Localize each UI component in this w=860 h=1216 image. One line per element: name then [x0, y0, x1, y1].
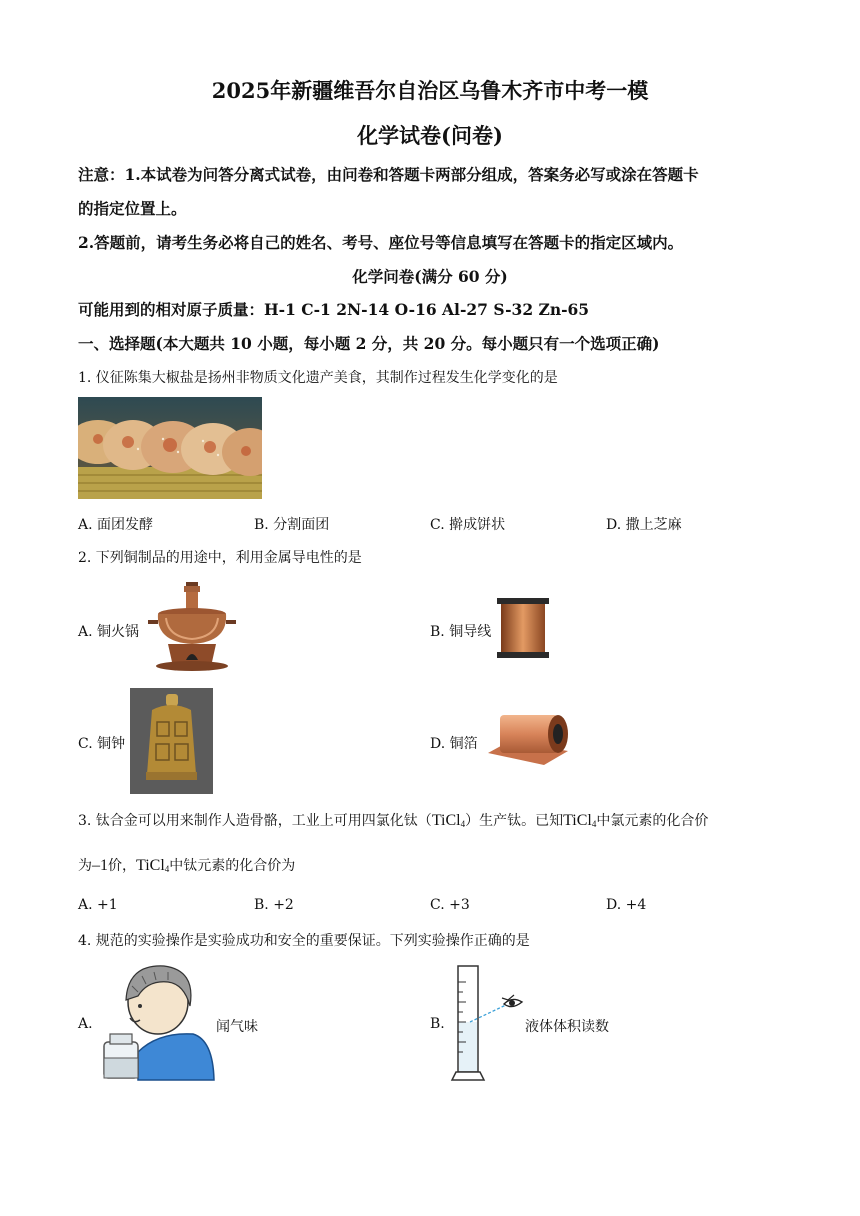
q4-stem: 4. 规范的实验操作是实验成功和安全的重要保证。下列实验操作正确的是	[78, 933, 530, 949]
copper-hotpot-image	[146, 582, 238, 674]
q3-formula-3: TiCl$_4$	[136, 857, 170, 874]
q3-stem-line-1	[78, 810, 708, 830]
q3-text-2: ）生产钛。已知	[465, 813, 564, 829]
copper-bell-image	[130, 688, 213, 794]
q4-option-a-text: 闻气味	[216, 1019, 258, 1035]
q3-stem-line-2	[78, 855, 295, 875]
q2-option-d[interactable]: D. 铜箔	[430, 736, 478, 752]
smelling-gas-illustration	[98, 962, 216, 1082]
copper-foil-roll-image	[484, 709, 572, 773]
q1-stem: 1. 仪征陈集大椒盐是扬州非物质文化遗产美食，其制作过程发生化学变化的是	[78, 370, 558, 386]
flatbread-photo	[78, 397, 262, 499]
q3-text-4: 为	[78, 858, 92, 874]
q2-option-c[interactable]: C. 铜钟	[78, 736, 126, 752]
q3-text-1: 3. 钛合金可以用来制作人造骨骼，工业上可用四氯化钛（	[78, 813, 432, 829]
q4-option-b-text: 液体体积读数	[525, 1019, 609, 1035]
section-heading: 一、选择题(本大题共 10 小题，每小题 2 分，共 20 分。每小题只有一个选项正确)	[78, 334, 660, 353]
q3-option-d[interactable]: D. +4	[606, 897, 647, 913]
graduated-cylinder-illustration	[448, 962, 528, 1082]
score-heading: 化学问卷(满分 60 分)	[352, 267, 508, 286]
q1-option-b[interactable]: B. 分割面团	[254, 517, 330, 533]
q4-option-b-letter[interactable]: B.	[430, 1016, 445, 1032]
notice-line-1: 注意：1.本试卷为问答分离式试卷，由问卷和答题卡两部分组成，答案务必写或涂在答题卡	[78, 165, 699, 184]
notice-line-3: 2.答题前，请考生务必将自己的姓名、考号、座位号等信息填写在答题卡的指定区域内。	[78, 233, 684, 252]
q2-option-b[interactable]: B. 铜导线	[430, 624, 492, 640]
q3-text-3: 中氯元素的化合价	[596, 813, 709, 829]
q3-text-6: 中钛元素的化合价为	[169, 858, 296, 874]
exam-title: 2025年新疆维吾尔自治区乌鲁木齐市中考一模	[211, 78, 649, 103]
q3-option-b[interactable]: B. +2	[254, 897, 294, 913]
q1-option-c[interactable]: C. 擀成饼状	[430, 517, 506, 533]
q1-option-a[interactable]: A. 面团发酵	[78, 517, 154, 533]
q3-formula-1: TiCl$_4$	[431, 812, 466, 829]
exam-subtitle: 化学试卷(问卷)	[357, 123, 503, 148]
q3-option-a[interactable]: A. +1	[78, 897, 118, 913]
q3-formula-2: TiCl$_4$	[563, 812, 597, 829]
q3-text-5: 价，	[108, 858, 136, 874]
q3-minus-one: –1	[92, 857, 108, 874]
q3-option-c[interactable]: C. +3	[430, 897, 470, 913]
notice-line-2: 的指定位置上。	[78, 199, 187, 218]
copper-wire-spool-image	[496, 596, 550, 660]
q4-option-a-letter[interactable]: A.	[78, 1016, 93, 1032]
q2-option-a[interactable]: A. 铜火锅	[78, 624, 140, 640]
q1-option-d[interactable]: D. 撒上芝麻	[606, 517, 682, 533]
atomic-mass-line: 可能用到的相对原子质量：H-1 C-1 2N-14 O-16 Al-27 S-32 Zn-65	[78, 300, 590, 319]
q2-stem: 2. 下列铜制品的用途中，利用金属导电性的是	[78, 550, 362, 566]
